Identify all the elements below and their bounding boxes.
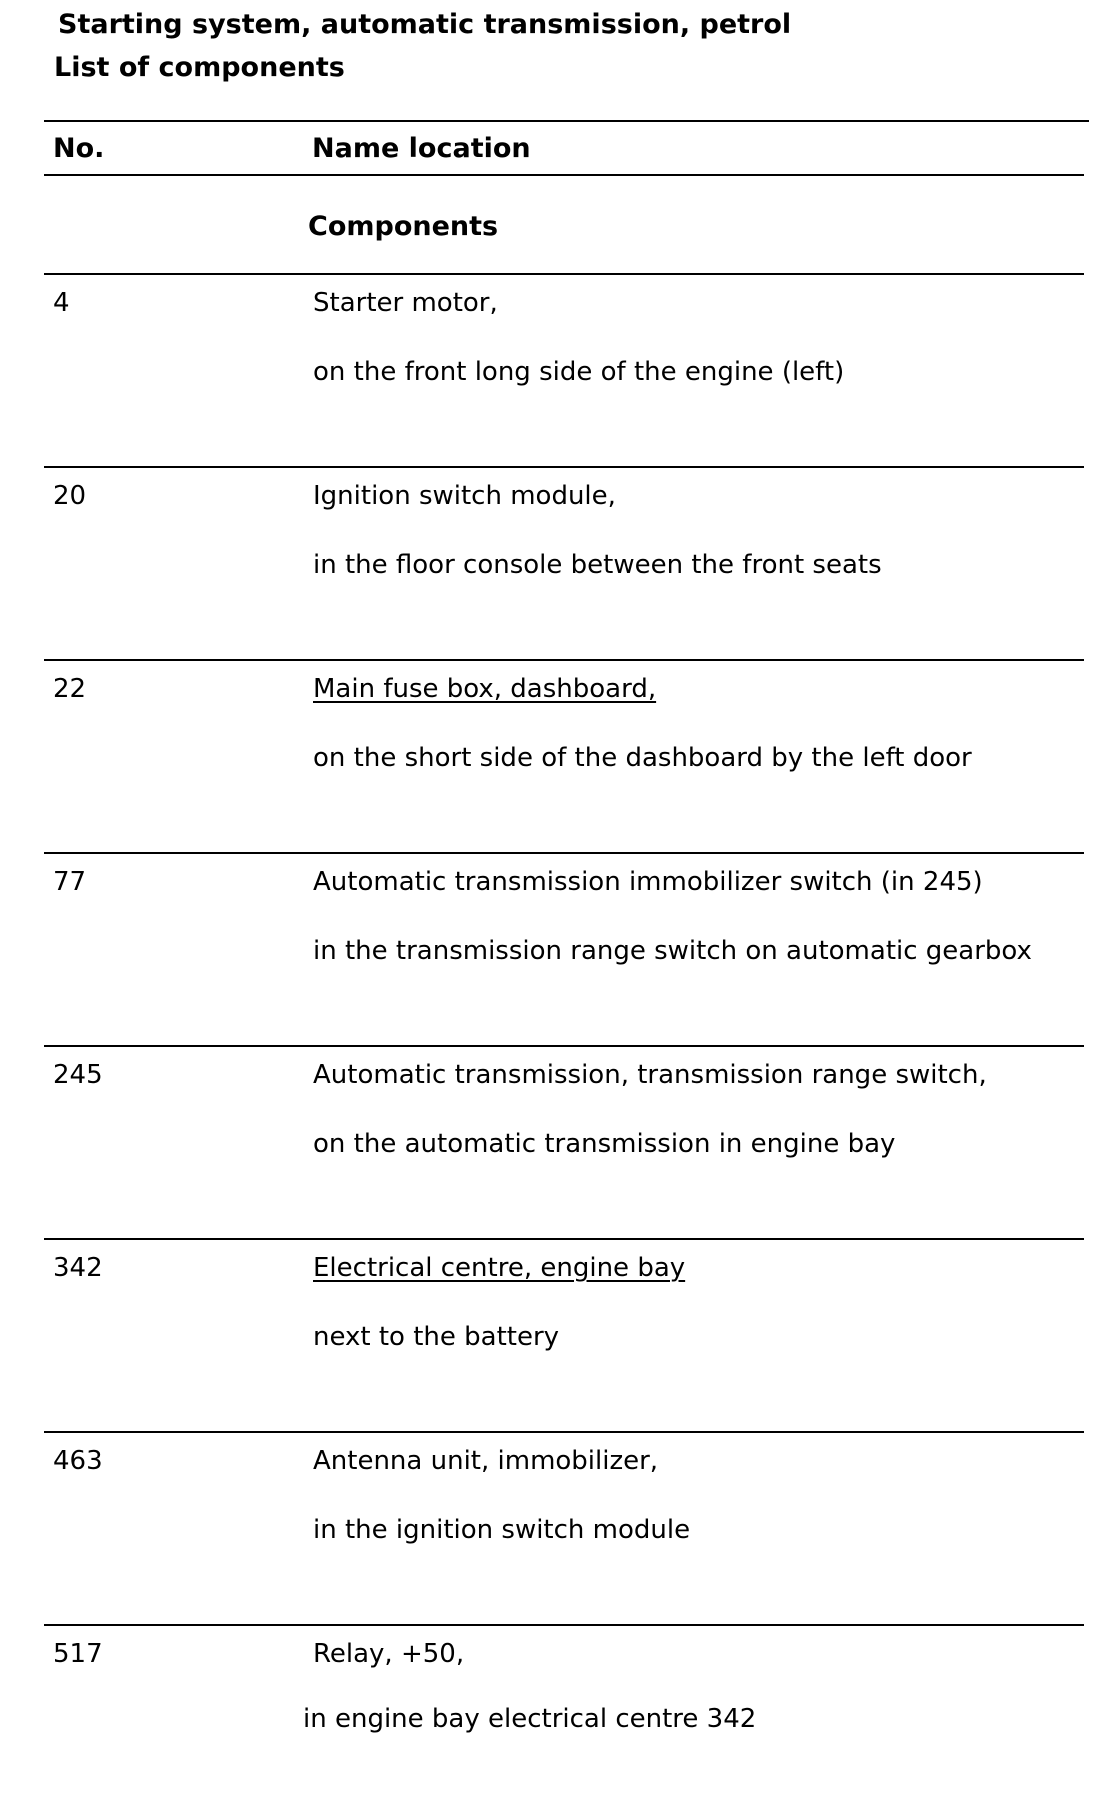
table-row: [44, 1045, 1084, 1238]
table-row: [44, 659, 1084, 852]
component-number: 77: [53, 867, 87, 897]
component-name: Automatic transmission immobilizer switch (in 245): [313, 867, 983, 897]
component-number: 342: [53, 1253, 103, 1283]
table-row: [44, 1238, 1084, 1431]
component-number: 22: [53, 674, 87, 704]
section-label-components: Components: [308, 211, 499, 242]
component-location: next to the battery: [313, 1322, 560, 1352]
table-row: [44, 273, 1084, 466]
component-name: Ignition switch module,: [313, 481, 616, 511]
component-name: Antenna unit, immobilizer,: [313, 1446, 659, 1476]
component-name: Automatic transmission, transmission range switch,: [313, 1060, 987, 1090]
component-location: in the ignition switch module: [313, 1515, 691, 1545]
table-top-rule: [44, 120, 1089, 122]
component-number: 245: [53, 1060, 103, 1090]
table-row: [44, 466, 1084, 659]
component-location: in the floor console between the front seats: [313, 550, 882, 580]
component-number: 463: [53, 1446, 103, 1476]
table-row: [44, 852, 1084, 1045]
component-location: on the short side of the dashboard by the left door: [313, 743, 972, 773]
component-location: in engine bay electrical centre 342: [303, 1704, 757, 1734]
component-name: Relay, +50,: [313, 1639, 465, 1669]
component-name-link[interactable]: Electrical centre, engine bay: [313, 1253, 686, 1283]
document-subtitle: List of components: [54, 52, 345, 83]
component-name: Starter motor,: [313, 288, 498, 318]
component-number: 4: [53, 288, 70, 318]
component-location: on the front long side of the engine (left): [313, 357, 845, 387]
component-name-link[interactable]: Main fuse box, dashboard,: [313, 674, 657, 704]
header-bottom-rule: [44, 174, 1084, 176]
component-location: in the transmission range switch on automatic gearbox: [313, 936, 1032, 966]
component-number: 20: [53, 481, 87, 511]
document-title: Starting system, automatic transmission, petrol: [58, 9, 792, 40]
column-header-no: No.: [53, 133, 105, 164]
column-header-name-location: Name location: [312, 133, 531, 164]
component-number: 517: [53, 1639, 103, 1669]
component-location: on the automatic transmission in engine bay: [313, 1129, 896, 1159]
table-row: [44, 1431, 1084, 1624]
components-table: [44, 273, 1084, 1817]
table-row: [44, 1624, 1084, 1817]
